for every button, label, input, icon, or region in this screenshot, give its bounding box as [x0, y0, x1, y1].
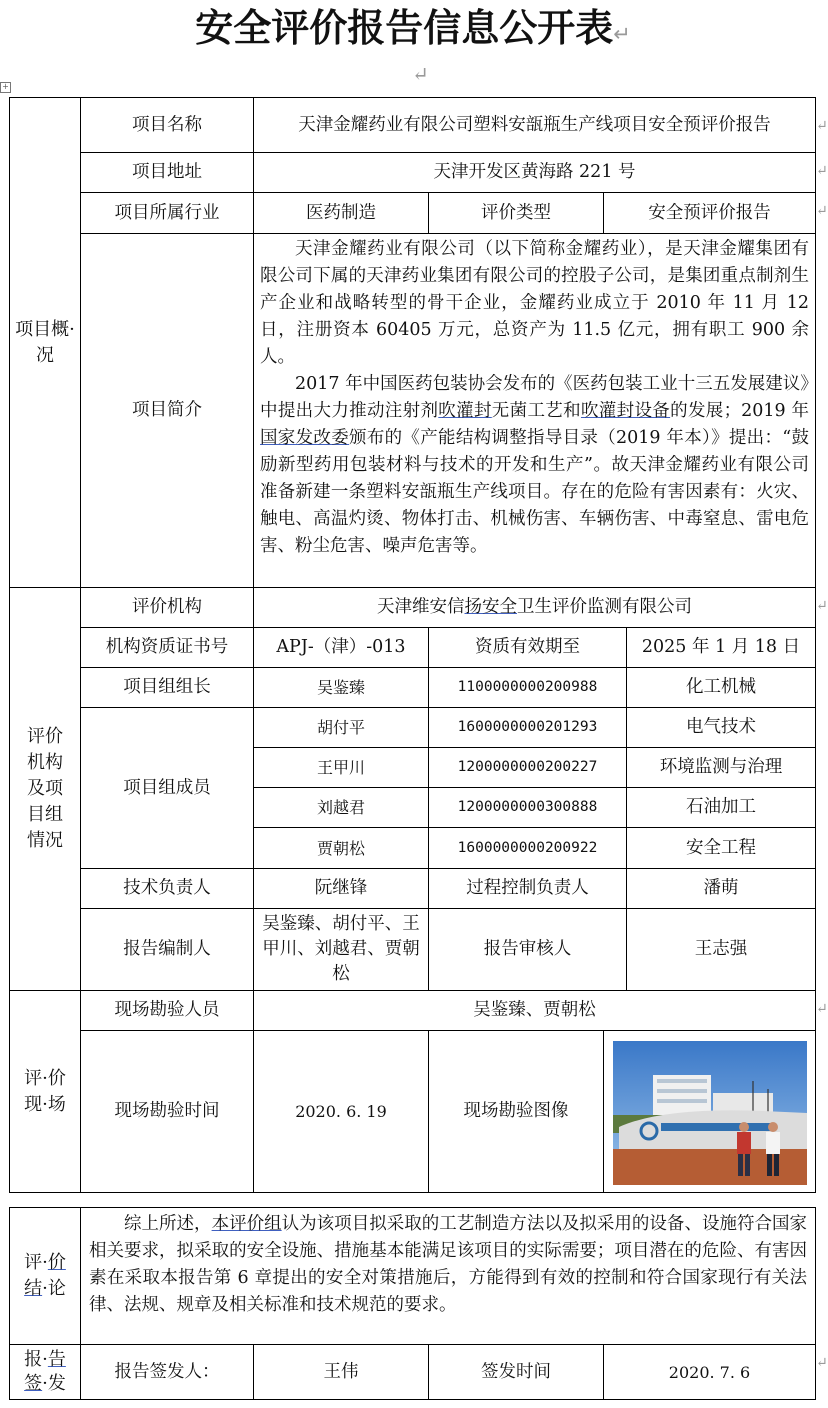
section-issue: 报·告签·发 [9, 1344, 81, 1400]
cert-label: 机构资质证书号 [80, 627, 254, 668]
eval-type-label: 评价类型 [428, 192, 604, 234]
industry-label: 项目所属行业 [80, 192, 254, 234]
reviewer-label: 报告审核人 [428, 908, 627, 991]
valid-value: 2025 年 1 月 18 日 [626, 627, 816, 668]
member-name: 胡付平 [253, 707, 429, 748]
leader-cert: 1100000000200988 [428, 667, 627, 708]
site-staff-value: 吴鉴臻、贾朝松 [253, 990, 816, 1031]
member-name: 刘越君 [253, 787, 429, 828]
org-value: 天津维安信 扬安全 卫生评价监测有限公司 [253, 587, 816, 628]
row-end-mark: ↵ [816, 1001, 828, 1017]
issue-date-value: 2020. 7. 6 [603, 1344, 816, 1400]
page-title: 安全评价报告信息公开表↵ [195, 6, 631, 50]
intro-paragraph-2: 2017 年中国医药包装协会发布的《医药包装工业十三五发展建议》中提出大力推动注射剂吹灌封无菌工艺和吹灌封设备的发展；2019 年国家发改委颁布的《产能结构调整指导目录（2019 年本）》提出：“鼓励新型药用包装材料与技术的开发和生产”。故天津金耀药业有限公司准备新建一条塑料安瓿瓶生产线项目。存在的危险有害因素有：火灾、触电、高温灼烫、物体打击、机械伤害、车辆伤害、中毒窒息、雷电危害、粉尘危害、噪声危害等。 [260, 374, 810, 556]
member-cert: 1200000000200227 [428, 747, 627, 788]
issue-date-label: 签发时间 [428, 1344, 604, 1400]
row-end-mark: ↵ [816, 203, 828, 219]
member-name: 贾朝松 [253, 827, 429, 869]
cert-value: APJ-（津）-013 [253, 627, 429, 668]
intro-label: 项目简介 [80, 233, 254, 588]
tech-lead-label: 技术负责人 [80, 868, 254, 909]
section-conclusion: 评·价结·论 [9, 1207, 81, 1345]
project-address-label: 项目地址 [80, 152, 254, 193]
paragraph-mark: ↵ [412, 62, 429, 86]
intro-text [253, 233, 816, 588]
author-label: 报告编制人 [80, 908, 254, 991]
member-cert: 1200000000300888 [428, 787, 627, 828]
process-lead-label: 过程控制负责人 [428, 868, 627, 909]
member-specialty: 石油加工 [626, 787, 816, 828]
site-time-value: 2020. 6. 19 [253, 1030, 429, 1193]
reviewer-value: 王志强 [626, 908, 816, 991]
leader-label: 项目组组长 [80, 667, 254, 708]
member-specialty: 安全工程 [626, 827, 816, 869]
site-staff-label: 现场勘验人员 [80, 990, 254, 1031]
member-name: 王甲川 [253, 747, 429, 788]
section-site: 评·价现·场 [9, 990, 81, 1193]
conclusion-text [80, 1207, 816, 1345]
project-name-label: 项目名称 [80, 97, 254, 153]
signer-label: 报告签发人： [80, 1344, 254, 1400]
eval-type-value: 安全预评价报告 [603, 192, 816, 234]
row-end-mark: ↵ [816, 598, 828, 614]
member-specialty: 环境监测与治理 [626, 747, 816, 788]
site-image-label: 现场勘验图像 [428, 1030, 604, 1193]
section-project-overview: 项目概·况 [9, 97, 81, 588]
project-name-value: 天津金耀药业有限公司塑料安瓿瓶生产线项目安全预评价报告 [253, 97, 816, 153]
intro-paragraph-1: 天津金耀药业有限公司（以下简称金耀药业），是天津金耀集团有限公司下属的天津药业集团有限公司的控股子公司，是集团重点制剂生产企业和战略转型的骨干企业，金耀药业成立于 2010 年 11 月 12 日，注册资本 60405 万元，总资产为 11.5 亿元，拥有职工 900 余人。 [260, 239, 809, 367]
members-label: 项目组成员 [80, 707, 254, 869]
table-anchor-icon[interactable]: + [0, 82, 11, 93]
author-value: 吴鉴臻、胡付平、王甲川、刘越君、贾朝松 [253, 908, 429, 991]
row-end-mark: ↵ [816, 1355, 828, 1371]
row-end-mark: ↵ [816, 163, 828, 179]
site-time-label: 现场勘验时间 [80, 1030, 254, 1193]
site-survey-photo [613, 1041, 807, 1185]
leader-specialty: 化工机械 [626, 667, 816, 708]
org-label: 评价机构 [80, 587, 254, 628]
member-cert: 1600000000200922 [428, 827, 627, 869]
row-end-mark: ↵ [816, 118, 828, 134]
industry-value: 医药制造 [253, 192, 429, 234]
section-eval-org: 评价机构及项目组情况 [9, 587, 81, 991]
leader-name: 吴鉴臻 [253, 667, 429, 708]
tech-lead-value: 阮继锋 [253, 868, 429, 909]
conclusion-paragraph: 综上所述，本评价组认为该项目拟采取的工艺制造方法以及拟采用的设备、设施符合国家相关要求，拟采取的安全设施、措施基本能满足该项目的实际需要；项目潜在的危险、有害因素在采取本报告第 6 章提出的安全对策措施后，方能得到有效的控制和符合国家现行有关法律、法规、规章及相关标准和技术规范的要求。 [89, 1214, 808, 1315]
signer-value: 王伟 [253, 1344, 429, 1400]
project-address-value: 天津开发区黄海路 221 号 [253, 152, 816, 193]
process-lead-value: 潘萌 [626, 868, 816, 909]
member-cert: 1600000000201293 [428, 707, 627, 748]
valid-label: 资质有效期至 [428, 627, 627, 668]
member-specialty: 电气技术 [626, 707, 816, 748]
